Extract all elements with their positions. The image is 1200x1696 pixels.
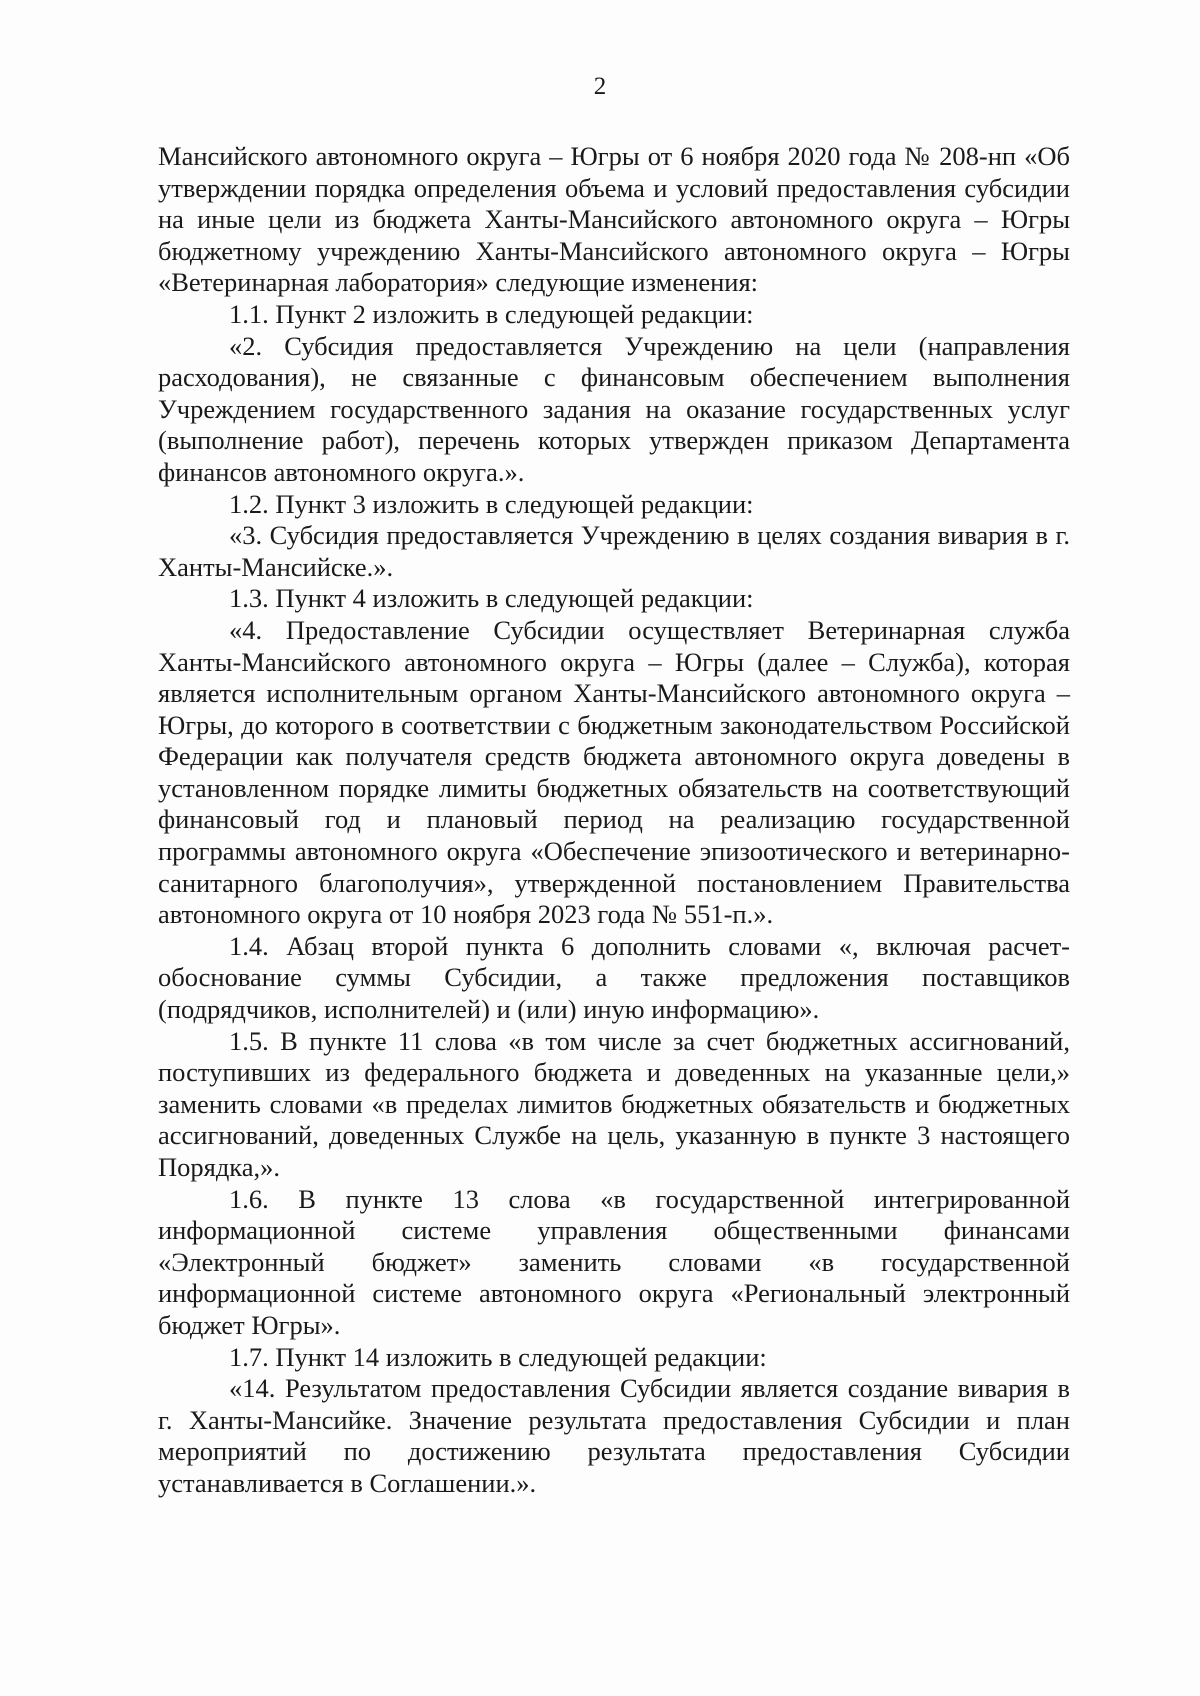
document-body: [158, 141, 1070, 1500]
paragraph: «4. Предоставление Субсидии осуществляет Ветеринарная служба Ханты-Мансийского автономного округа – Югры (далее – Служба), которая является исполнительным органом Ханты-Мансийского автономного округа – Югры, до которого в соответствии с бюджетным законодательством Российской Федерации как получателя средств бюджета автономного округа доведены в установленном порядке лимиты бюджетных обязательств на соответствующий финансовый год и плановый период на реализацию государственной программы автономного округа «Обеспечение эпизоотического и ветеринарно-санитарного благополучия», утвержденной постановлением Правительства автономного округа от 10 ноября 2023 года № 551-п.».: [158, 614, 1070, 930]
paragraph: 1.4. Абзац второй пункта 6 дополнить словами «, включая расчет-обоснование суммы Субсидии, а также предложения поставщиков (подрядчиков, исполнителей) и (или) иную информацию».: [158, 930, 1070, 1025]
paragraph: «2. Субсидия предоставляется Учреждению на цели (направления расходования), не связанные с финансовым обеспечением выполнения Учреждением государственного задания на оказание государственных услуг (выполнение работ), перечень которых утвержден приказом Департамента финансов автономного округа.».: [158, 330, 1070, 487]
paragraph: 1.7. Пункт 14 изложить в следующей редакции:: [229, 1341, 767, 1372]
paragraph: 1.3. Пункт 4 изложить в следующей редакции:: [229, 583, 754, 614]
page-number: 2: [593, 73, 607, 100]
paragraph: 1.6. В пункте 13 слова «в государственной интегрированной информационной системе управления общественными финансами «Электронный бюджет» заменить словами «в государственной информационной системе автономного округа «Региональный электронный бюджет Югры».: [158, 1183, 1070, 1340]
paragraph: «3. Субсидия предоставляется Учреждению в целях создания вивария в г. Ханты-Мансийске.».: [158, 520, 1070, 582]
paragraph: 1.5. В пункте 11 слова «в том числе за счет бюджетных ассигнований, поступивших из федерального бюджета и доведенных на указанные цели,» заменить словами «в пределах лимитов бюджетных обязательств и бюджетных ассигнований, доведенных Службе на цель, указанную в пункте 3 настоящего Порядка,».: [158, 1025, 1070, 1182]
paragraph: Мансийского автономного округа – Югры от 6 ноября 2020 года № 208-нп «Об утверждении порядка определения объема и условий предоставления субсидии на иные цели из бюджета Ханты-Мансийского автономного округа – Югры бюджетному учреждению Ханты-Мансийского автономного округа – Югры «Ветеринарная лаборатория» следующие изменения:: [158, 141, 1070, 298]
paragraph: «14. Результатом предоставления Субсидии является создание вивария в г. Ханты-Мансийке. Значение результата предоставления Субсидии и план мероприятий по достижению результата предоставления Субсидии устанавливается в Соглашении.».: [158, 1373, 1070, 1498]
paragraph: 1.2. Пункт 3 изложить в следующей редакции:: [229, 488, 754, 519]
paragraph: 1.1. Пункт 2 изложить в следующей редакции:: [229, 298, 754, 329]
